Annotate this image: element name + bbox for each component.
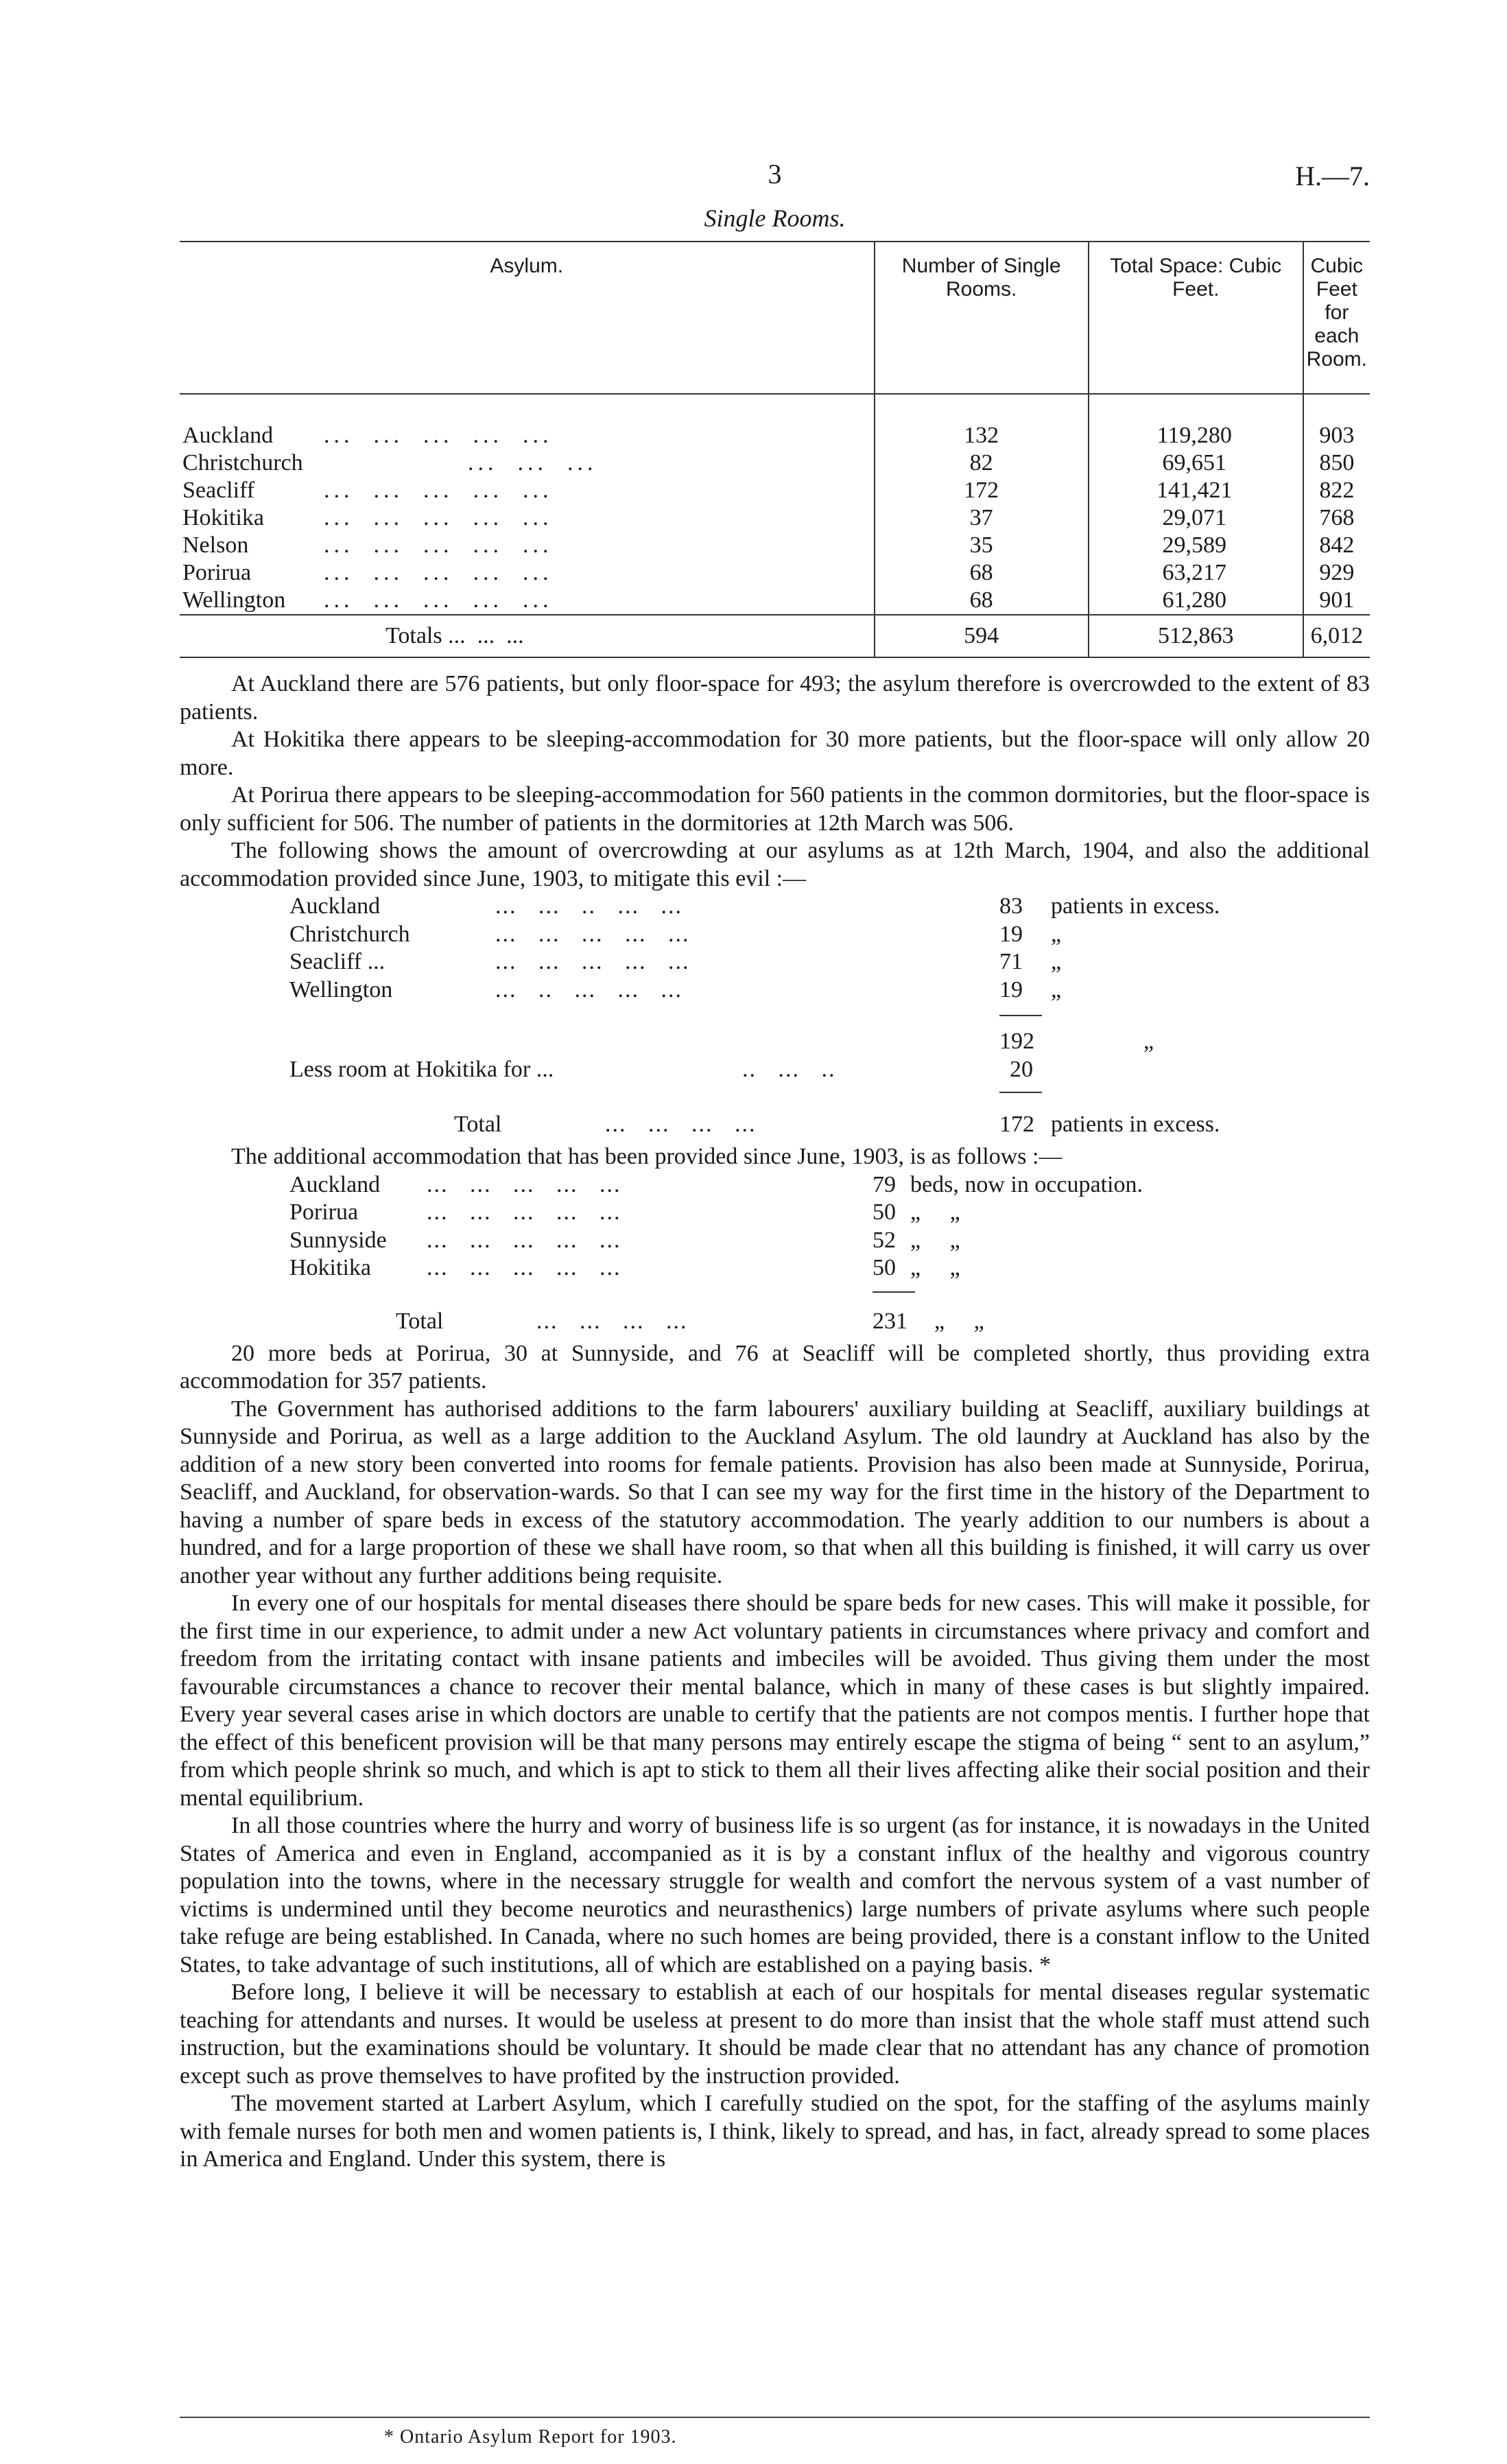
list-suffix: patients in excess.: [1051, 1112, 1220, 1137]
paragraph: At Porirua there appears to be sleeping-accommodation for 560 patients in the common dormitories, but the floor-space is only sufficient for 506. The number of patients in the dormitories at 12th March was 506.: [180, 782, 1370, 836]
list-value: 79: [873, 1171, 896, 1197]
list-value: 52: [873, 1227, 896, 1253]
column-header-asylum: Asylum.: [490, 255, 564, 277]
per-room-cell: 768: [1303, 504, 1370, 532]
per-room-cell: 842: [1303, 532, 1370, 559]
asylum-cell: [180, 477, 875, 504]
list-label: Wellington: [289, 976, 393, 1002]
list-label: Seacliff ...: [289, 949, 385, 974]
list-value: 231: [873, 1308, 907, 1334]
list-suffix: „ „: [910, 1199, 960, 1225]
leader-dots: ... ... ... ... ...: [495, 949, 690, 974]
table-row: [180, 504, 1370, 532]
asylum-name: Porirua: [182, 560, 252, 585]
footnote-rule: [180, 2417, 1370, 2418]
list-value: 83: [999, 893, 1023, 919]
page-number: 3: [768, 159, 782, 189]
totals-label: Totals ... ... ...: [180, 615, 875, 657]
totals-per-room: 6,012: [1303, 615, 1370, 657]
list-value: 19: [999, 921, 1023, 947]
table-row: [180, 587, 1370, 615]
leader-dots: ... ... ... ...: [536, 1308, 688, 1334]
leader-dots: ... ... ... ...: [605, 1112, 757, 1137]
leader-dots: ... ... ... ... ...: [324, 532, 553, 558]
list-suffix: „: [1051, 949, 1062, 974]
totals-space: 512,863: [1089, 615, 1303, 657]
list-label: Christchurch: [289, 921, 410, 947]
additional-intro: [180, 1143, 1370, 1171]
single-rooms-table: [180, 241, 1370, 658]
leader-dots: ... ... ... ... ...: [427, 1199, 621, 1225]
table-row: [180, 394, 1370, 449]
list-suffix: beds, now in occupation.: [910, 1171, 1143, 1197]
leader-dots: ... ... ...: [468, 450, 597, 476]
per-room-cell: 850: [1303, 449, 1370, 477]
asylum-cell: [180, 559, 875, 587]
asylum-name: Auckland: [182, 423, 274, 448]
asylum-name: Nelson: [182, 532, 249, 558]
rooms-cell: 172: [875, 477, 1089, 504]
list-label: Total: [454, 1112, 502, 1137]
space-cell: 119,280: [1089, 394, 1303, 449]
leader-dots: ... ... ... ... ...: [324, 587, 553, 613]
leader-dots: ... ... ... ... ...: [427, 1227, 621, 1253]
list-suffix: „: [1051, 921, 1062, 947]
paragraph: 20 more beds at Porirua, 30 at Sunnyside, and 76 at Seacliff will be completed shortly, thus providing extra accommodation for 357 patients.: [180, 1340, 1370, 1394]
leader-dots: ... .. ... ... ...: [495, 976, 683, 1002]
subtotal-suffix: „: [1143, 1029, 1154, 1054]
asylum-cell: [180, 532, 875, 559]
additional-list: [180, 1171, 1370, 1340]
list-label: Less room at Hokitika for ...: [289, 1057, 554, 1082]
list-suffix: „ „: [934, 1308, 984, 1334]
paragraph: The following shows the amount of overcrowding at our asylums as at 12th March, 1904, and also the additional accommodation provided since June, 1903, to mitigate this evil :—: [180, 838, 1370, 891]
table-row: [180, 449, 1370, 477]
list-label: Auckland: [289, 893, 381, 919]
asylum-cell: [180, 587, 875, 615]
paragraph: At Hokitika there appears to be sleeping-accommodation for 30 more patients, but the floor-space will only allow 20 more.: [180, 727, 1370, 780]
asylum-name: Christchurch: [182, 450, 303, 476]
space-cell: 61,280: [1089, 587, 1303, 615]
table-row: [180, 559, 1370, 587]
space-cell: 29,589: [1089, 532, 1303, 559]
list-label: Sunnyside: [289, 1227, 387, 1253]
subtotal-value: 192: [999, 1029, 1034, 1054]
rooms-cell: 68: [875, 559, 1089, 587]
rooms-cell: 82: [875, 449, 1089, 477]
leader-dots: ... ... .. ... ...: [495, 893, 683, 919]
leader-dots: ... ... ... ... ...: [427, 1171, 621, 1197]
column-header-space: Total Space: Cubic Feet.: [1089, 242, 1303, 394]
leader-dots: ... ... ... ... ...: [427, 1255, 621, 1280]
sum-rule: [999, 1015, 1042, 1016]
column-header-rooms: Number of Single Rooms.: [875, 242, 1089, 394]
leader-dots: ... ... ... ... ...: [324, 478, 553, 503]
list-label: Hokitika: [289, 1255, 371, 1280]
table-row: [180, 532, 1370, 559]
page-header: [180, 148, 1370, 196]
paragraphs-b: [180, 1340, 1370, 2174]
list-label: Porirua: [289, 1199, 359, 1225]
asylum-name: Wellington: [182, 587, 286, 613]
totals-row: [180, 615, 1370, 657]
paragraph: In all those countries where the hurry and worry of business life is so urgent (as for instance, it is nowadays in the United States of America and even in England, accompanied as it is by a constant influx of the healthy and vigorous country population into the towns, where in the necessary struggle for wealth and comfort the nervous system of a vast number of victims is undermined until they become neurotics and neurasthenics) large numbers of private asylums where such people take refuge are being established. In Canada, where no such homes are being provided, there is a constant inflow to the United States, to take advantage of such institutions, all of which are established on a paying basis. *: [180, 1813, 1370, 1978]
list-suffix: „: [1051, 976, 1062, 1002]
per-room-cell: 901: [1303, 587, 1370, 615]
list-value: 71: [999, 949, 1023, 974]
column-header-per-room: Cubic Feet for each Room.: [1303, 242, 1370, 394]
sum-rule: [873, 1291, 915, 1293]
paragraphs-a: [180, 670, 1370, 893]
asylum-cell: [180, 504, 875, 532]
paragraph: In every one of our hospitals for mental diseases there should be spare beds for new cases. This will make it possible, for the first time in our experience, to admit under a new Act voluntary patients in circumstances where privacy and comfort and freedom from the irritating contact with insane patients and imbeciles will be avoided. Thus giving them under the most favourable circumstances a chance to recover their mental balance, which in many of these cases is but slightly impaired. Every year several cases arise in which doctors are unable to certify that the patients are not compos mentis. I further hope that the effect of this beneficent provision will be that many persons may entirely escape the stigma of being “ sent to an asylum,” from which people shrink so much, and which is apt to stick to them all their lives affecting alike their social position and their mental equilibrium.: [180, 1591, 1370, 1811]
space-cell: 29,071: [1089, 504, 1303, 532]
footnote: * Ontario Asylum Report for 1903.: [384, 2426, 677, 2448]
per-room-cell: 929: [1303, 559, 1370, 587]
paragraph: The additional accommodation that has been provided since June, 1903, is as follows :—: [231, 1144, 1063, 1169]
asylum-name: Seacliff: [182, 478, 255, 503]
paragraph: The Government has authorised additions to the farm labourers' auxiliary building at Seacliff, auxiliary buildings at Sunnyside and Porirua, as well as a large addition to the Auckland Asylum. The old laundry at Auckland has also by the addition of a new story been converted into rooms for female patients. Provision has also been made at Sunnyside, Porirua, Seacliff, and Auckland, for observation-wards. So that I can see my way for the first time in the history of the Department to having a number of spare beds in excess of the statutory accommodation. The yearly addition to our numbers is about a hundred, and for a large proportion of these we shall have room, so that when all this building is finished, it will carry us over another year without any further additions being requisite.: [180, 1396, 1370, 1588]
table-header-row: [180, 242, 1370, 394]
asylum-name: Hokitika: [182, 505, 264, 530]
space-cell: 69,651: [1089, 449, 1303, 477]
asylum-cell: [180, 449, 875, 477]
list-suffix: „ „: [910, 1255, 960, 1280]
leader-dots: ... ... ... ... ...: [324, 423, 553, 448]
per-room-cell: 822: [1303, 477, 1370, 504]
paragraph: Before long, I believe it will be necessary to establish at each of our hospitals for mental diseases regular systematic teaching for attendants and nurses. It would be useless at present to do more than insist that the whole staff must attend such instruction, but the examinations should be voluntary. It should be made clear that no attendant has any chance of promotion except such as prove themselves to have profited by the instruction provided.: [180, 1980, 1370, 2089]
leader-dots: ... ... ... ... ...: [324, 560, 553, 585]
space-cell: 63,217: [1089, 559, 1303, 587]
rooms-cell: 132: [875, 394, 1089, 449]
table-caption: Single Rooms.: [704, 204, 846, 232]
leader-dots: ... ... ... ... ...: [495, 921, 690, 947]
page: [180, 148, 1370, 2174]
list-value: 172: [999, 1112, 1034, 1137]
paragraph: The movement started at Larbert Asylum, which I carefully studied on the spot, for the staffing of the asylums mainly with female nurses for both men and women patients is, I think, likely to spread, and has, in fact, already spread to some places in America and England. Under this system, there is: [180, 2091, 1370, 2172]
space-cell: 141,421: [1089, 477, 1303, 504]
overcrowding-list: [180, 893, 1370, 1143]
sum-rule: [999, 1092, 1042, 1093]
asylum-cell: [180, 394, 875, 449]
rooms-cell: 35: [875, 532, 1089, 559]
table-row: [180, 477, 1370, 504]
paragraph: At Auckland there are 576 patients, but only floor-space for 493; the asylum therefore is overcrowded to the extent of 83 patients.: [180, 671, 1370, 725]
totals-rooms: 594: [875, 615, 1089, 657]
table-body: [180, 394, 1370, 657]
list-value: 19: [999, 976, 1023, 1002]
rooms-cell: 68: [875, 587, 1089, 615]
list-value: 50: [873, 1255, 896, 1280]
list-label: Auckland: [289, 1171, 381, 1197]
list-suffix: patients in excess.: [1051, 893, 1220, 919]
list-value: 20: [1010, 1057, 1033, 1082]
leader-dots: .. ... ..: [742, 1057, 836, 1082]
list-label: Total: [396, 1308, 444, 1334]
rooms-cell: 37: [875, 504, 1089, 532]
document-reference: H.—7.: [1295, 161, 1370, 191]
leader-dots: ... ... ... ... ...: [324, 505, 553, 530]
list-suffix: „ „: [910, 1227, 960, 1253]
list-value: 50: [873, 1199, 896, 1225]
per-room-cell: 903: [1303, 394, 1370, 449]
